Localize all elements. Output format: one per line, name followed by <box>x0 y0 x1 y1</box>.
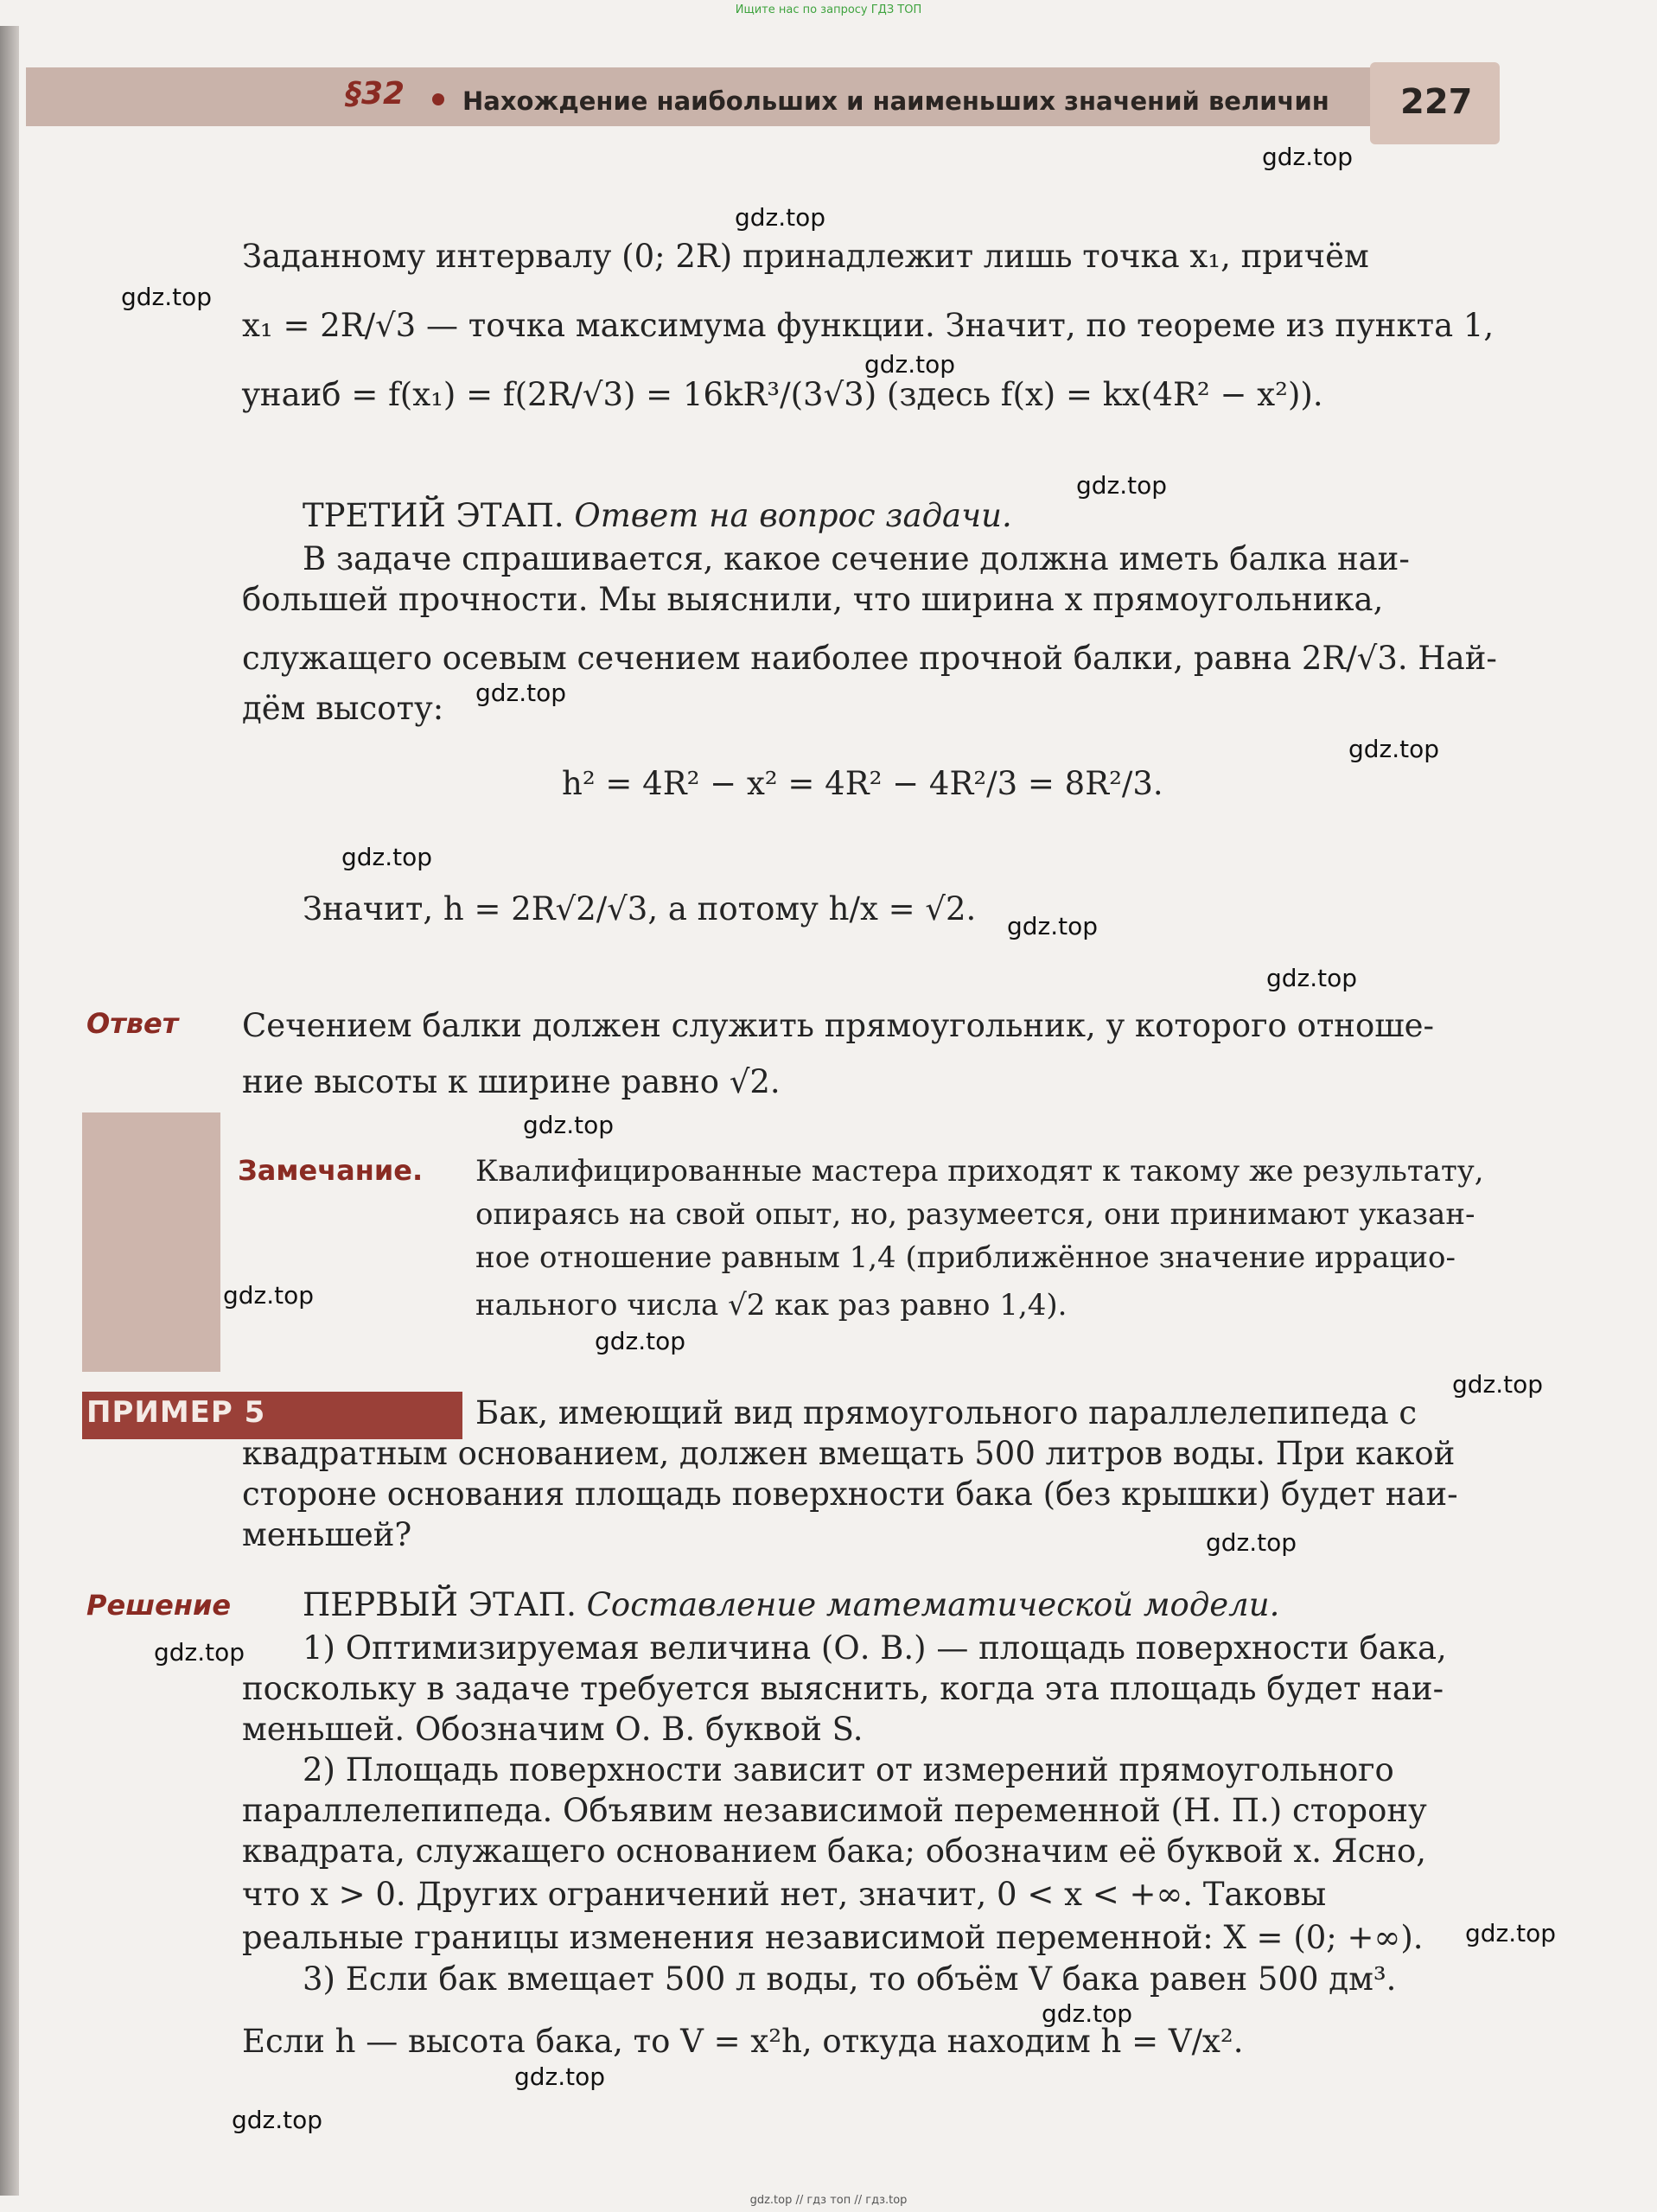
example-label: ПРИМЕР 5 <box>86 1395 266 1430</box>
example-line: меньшей? <box>242 1516 412 1553</box>
stage-heading <box>303 1586 1279 1623</box>
watermark: gdz.top <box>1262 143 1354 171</box>
watermark: gdz.top <box>1266 964 1358 992</box>
stage-heading <box>303 497 1012 534</box>
body-line: x₁ = 2R/√3 — точка максимума функции. Значит, по теореме из пункта 1, <box>242 307 1494 344</box>
example-line: Бак, имеющий вид прямоугольного параллелепипеда с <box>475 1394 1418 1431</box>
stage-label: ПЕРВЫЙ ЭТАП. <box>303 1586 577 1623</box>
solution-line: Если h — высота бака, то V = x²h, откуда находим h = V/x². <box>242 2023 1244 2060</box>
page-edge-shadow <box>0 26 19 2196</box>
top-note: Ищите нас по запросу ГДЗ ТОП <box>735 3 922 16</box>
body-line: большей прочности. Мы выяснили, что ширина x прямоугольника, <box>242 581 1384 618</box>
solution-line: 2) Площадь поверхности зависит от измерений прямоугольного <box>303 1751 1394 1788</box>
running-title: Нахождение наибольших и наименьших значений величин <box>462 86 1329 116</box>
watermark: gdz.top <box>1206 1528 1297 1557</box>
watermark: gdz.top <box>864 350 956 379</box>
watermark: gdz.top <box>1076 471 1168 500</box>
solution-line: поскольку в задаче требуется выяснить, когда эта площадь будет наи- <box>242 1670 1444 1707</box>
body-line: Значит, h = 2R√2/√3, а потому h/x = √2. <box>303 890 977 928</box>
solution-line: реальные границы изменения независимой переменной: X = (0; +∞). <box>242 1919 1424 1956</box>
solution-line: 3) Если бак вмещает 500 л воды, то объём V бака равен 500 дм³. <box>303 1960 1397 1998</box>
body-line: Заданному интервалу (0; 2R) принадлежит лишь точка x₁, причём <box>242 238 1369 275</box>
stage-title: Составление математической модели. <box>586 1586 1280 1623</box>
formula-height: h² = 4R² − x² = 4R² − 4R²/3 = 8R²/3. <box>562 765 1163 802</box>
stage-label: ТРЕТИЙ ЭТАП. <box>303 497 564 534</box>
watermark: gdz.top <box>1348 735 1440 763</box>
remark-label: Замечание. <box>238 1154 424 1187</box>
header-bullet-icon <box>432 93 444 105</box>
formula-ymax: yнаиб = f(x₁) = f(2R/√3) = 16kR³/(3√3) (здесь f(x) = kx(4R² − x²)). <box>242 376 1323 413</box>
remark-band <box>82 1112 220 1372</box>
watermark: gdz.top <box>1452 1370 1544 1399</box>
remark-line: нального числа √2 как раз равно 1,4). <box>475 1288 1067 1323</box>
body-line: дём высоту: <box>242 690 444 727</box>
example-line: квадратным основанием, должен вмещать 500 литров воды. При какой <box>242 1435 1456 1472</box>
bottom-note: gdz.top // гдз топ // гдз.top <box>749 2194 908 2207</box>
watermark: gdz.top <box>341 843 433 871</box>
answer-label: Ответ <box>86 1007 179 1040</box>
watermark: gdz.top <box>1465 1919 1557 1947</box>
watermark: gdz.top <box>735 203 826 232</box>
remark-line: Квалифицированные мастера приходят к такому же результату, <box>475 1154 1484 1189</box>
solution-line: меньшей. Обозначим О. В. буквой S. <box>242 1711 864 1748</box>
solution-line: параллелепипеда. Объявим независимой переменной (Н. П.) сторону <box>242 1792 1427 1829</box>
watermark: gdz.top <box>121 283 213 311</box>
watermark: gdz.top <box>154 1638 245 1667</box>
solution-label: Решение <box>86 1589 232 1622</box>
stage-title: Ответ на вопрос задачи. <box>574 497 1012 534</box>
solution-line: квадрата, служащего основанием бака; обозначим её буквой x. Ясно, <box>242 1833 1427 1870</box>
watermark: gdz.top <box>1042 1999 1133 2028</box>
body-line: В задаче спрашивается, какое сечение должна иметь балка наи- <box>303 540 1410 577</box>
watermark: gdz.top <box>595 1327 686 1355</box>
example-line: стороне основания площадь поверхности бака (без крышки) будет наи- <box>242 1476 1458 1513</box>
remark-line: опираясь на свой опыт, но, разумеется, они принимают указан- <box>475 1197 1475 1232</box>
watermark: gdz.top <box>1007 912 1099 940</box>
answer-line: Сечением балки должен служить прямоугольник, у которого отноше- <box>242 1007 1435 1044</box>
answer-line: ние высоты к ширине равно √2. <box>242 1063 781 1100</box>
watermark: gdz.top <box>223 1281 315 1310</box>
watermark: gdz.top <box>514 2062 606 2091</box>
section-number: §32 <box>346 76 405 112</box>
body-line: служащего осевым сечением наиболее прочной балки, равна 2R/√3. Най- <box>242 640 1497 677</box>
remark-line: ное отношение равным 1,4 (приближённое значение иррацио- <box>475 1240 1456 1275</box>
solution-line: 1) Оптимизируемая величина (О. В.) — площадь поверхности бака, <box>303 1629 1447 1667</box>
watermark: gdz.top <box>232 2106 323 2134</box>
page-number: 227 <box>1400 82 1473 122</box>
solution-line: что x > 0. Других ограничений нет, значит, 0 < x < +∞. Таковы <box>242 1876 1327 1913</box>
watermark: gdz.top <box>523 1111 615 1139</box>
watermark: gdz.top <box>475 679 567 707</box>
